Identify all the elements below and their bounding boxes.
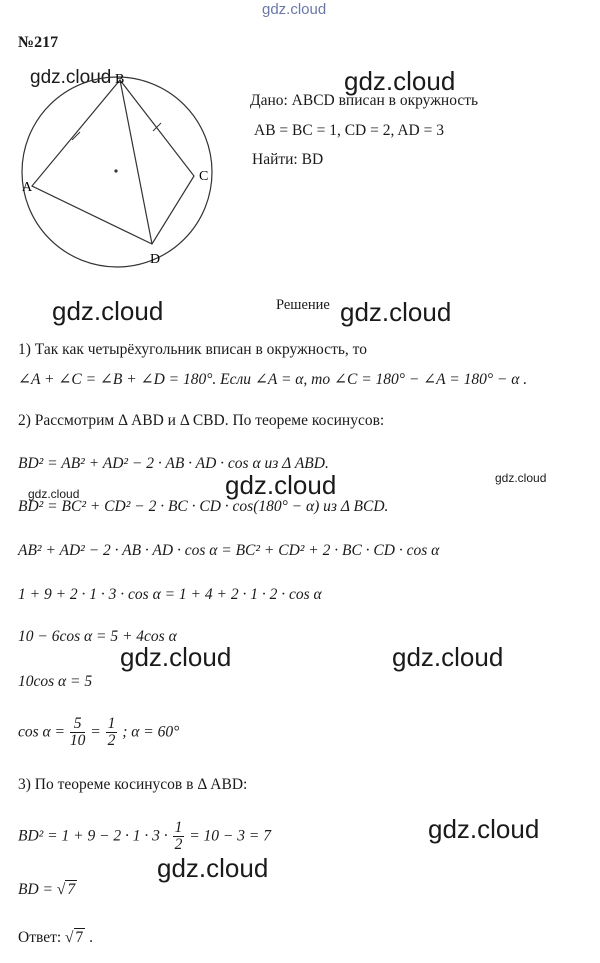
watermark: gdz.cloud <box>392 642 504 672</box>
label-c: C <box>199 169 209 184</box>
watermark-top: gdz.cloud <box>262 1 327 18</box>
diagonal-bd <box>120 80 152 244</box>
denominator: 2 <box>174 836 183 854</box>
quadrilateral-abcd <box>32 80 194 244</box>
watermark: gdz.cloud <box>52 296 164 326</box>
equals-sign: = <box>90 723 101 741</box>
step-2-formula-3: AB² + AD² − 2 · AB · AD · cos α = BC² + CD² + 2 · BC · CD · cos α <box>18 542 440 559</box>
square-root: √ 7 <box>56 881 76 898</box>
solution-heading: Решение <box>276 297 330 313</box>
step-2-formula-4: 1 + 9 + 2 · 1 · 3 · cos α = 1 + 4 + 2 · 1 · 2 · cos α <box>18 586 322 603</box>
step-1-text: 1) Так как четырёхугольник вписан в окружность, то <box>18 341 367 358</box>
watermark: gdz.cloud <box>428 814 540 844</box>
step-2-formula-2: BD² = BC² + CD² − 2 · BC · CD · cos(180° − α) из Δ BCD. <box>18 498 389 515</box>
step-2-formula-6: 10cos α = 5 <box>18 673 93 690</box>
step-2-text: 2) Рассмотрим Δ ABD и Δ CBD. По теореме косинусов: <box>18 412 385 429</box>
bd-lhs: BD = <box>18 881 53 898</box>
label-b: B <box>115 72 125 87</box>
answer <box>18 929 93 947</box>
numerator: 1 <box>107 715 116 732</box>
denominator: 2 <box>107 732 116 750</box>
bd-squared-rhs: = 10 − 3 = 7 <box>189 827 271 845</box>
fraction-5-10 <box>70 716 86 750</box>
watermark: gdz.cloud <box>340 297 452 327</box>
watermark: gdz.cloud <box>344 66 456 96</box>
step-3-text: 3) По теореме косинусов в Δ ABD: <box>18 776 248 793</box>
bd-squared-lhs: BD² = 1 + 9 − 2 · 1 · 3 · <box>18 827 168 845</box>
watermark: gdz.cloud <box>28 487 80 501</box>
answer-label: Ответ: <box>18 929 62 946</box>
label-a: A <box>22 180 33 195</box>
step-1-formula: ∠A + ∠C = ∠B + ∠D = 180°. Если ∠A = α, то ∠C = 180° − ∠A = 180° − α . <box>18 371 528 388</box>
fraction-1-2 <box>106 716 118 750</box>
square-root: √ 7 <box>65 929 84 946</box>
step-2-formula-7 <box>18 716 179 750</box>
radicand: 7 <box>75 929 84 946</box>
circle-center <box>114 169 117 172</box>
step-2-formula-5: 10 − 6cos α = 5 + 4cos α <box>18 628 177 645</box>
alpha-result: ; α = 60° <box>122 723 180 741</box>
numerator: 5 <box>70 716 86 733</box>
radicand: 7 <box>67 881 76 898</box>
denominator: 10 <box>69 732 86 750</box>
given-line-2: AB = BC = 1, CD = 2, AD = 3 <box>254 122 444 139</box>
fraction-1-2 <box>173 820 185 854</box>
cos-lhs: cos α = <box>18 723 66 741</box>
find-line: Найти: BD <box>252 151 324 168</box>
answer-end: . <box>89 929 94 946</box>
task-number: №217 <box>18 34 59 51</box>
watermark: gdz.cloud <box>120 642 232 672</box>
step-3-formula-2 <box>18 881 77 899</box>
numerator: 1 <box>174 819 183 836</box>
given-line-1: Дано: ABCD вписан в окружность <box>250 92 479 109</box>
watermark: gdz.cloud <box>495 471 547 485</box>
label-d: D <box>150 252 161 267</box>
step-2-formula-1: BD² = AB² + AD² − 2 · AB · AD · cos α из Δ ABD. <box>18 455 329 472</box>
watermark: gdz.cloud <box>30 67 112 88</box>
step-3-formula-1 <box>18 820 271 854</box>
geometry-figure <box>20 70 240 270</box>
watermark: gdz.cloud <box>157 853 269 883</box>
watermark: gdz.cloud <box>225 470 337 500</box>
